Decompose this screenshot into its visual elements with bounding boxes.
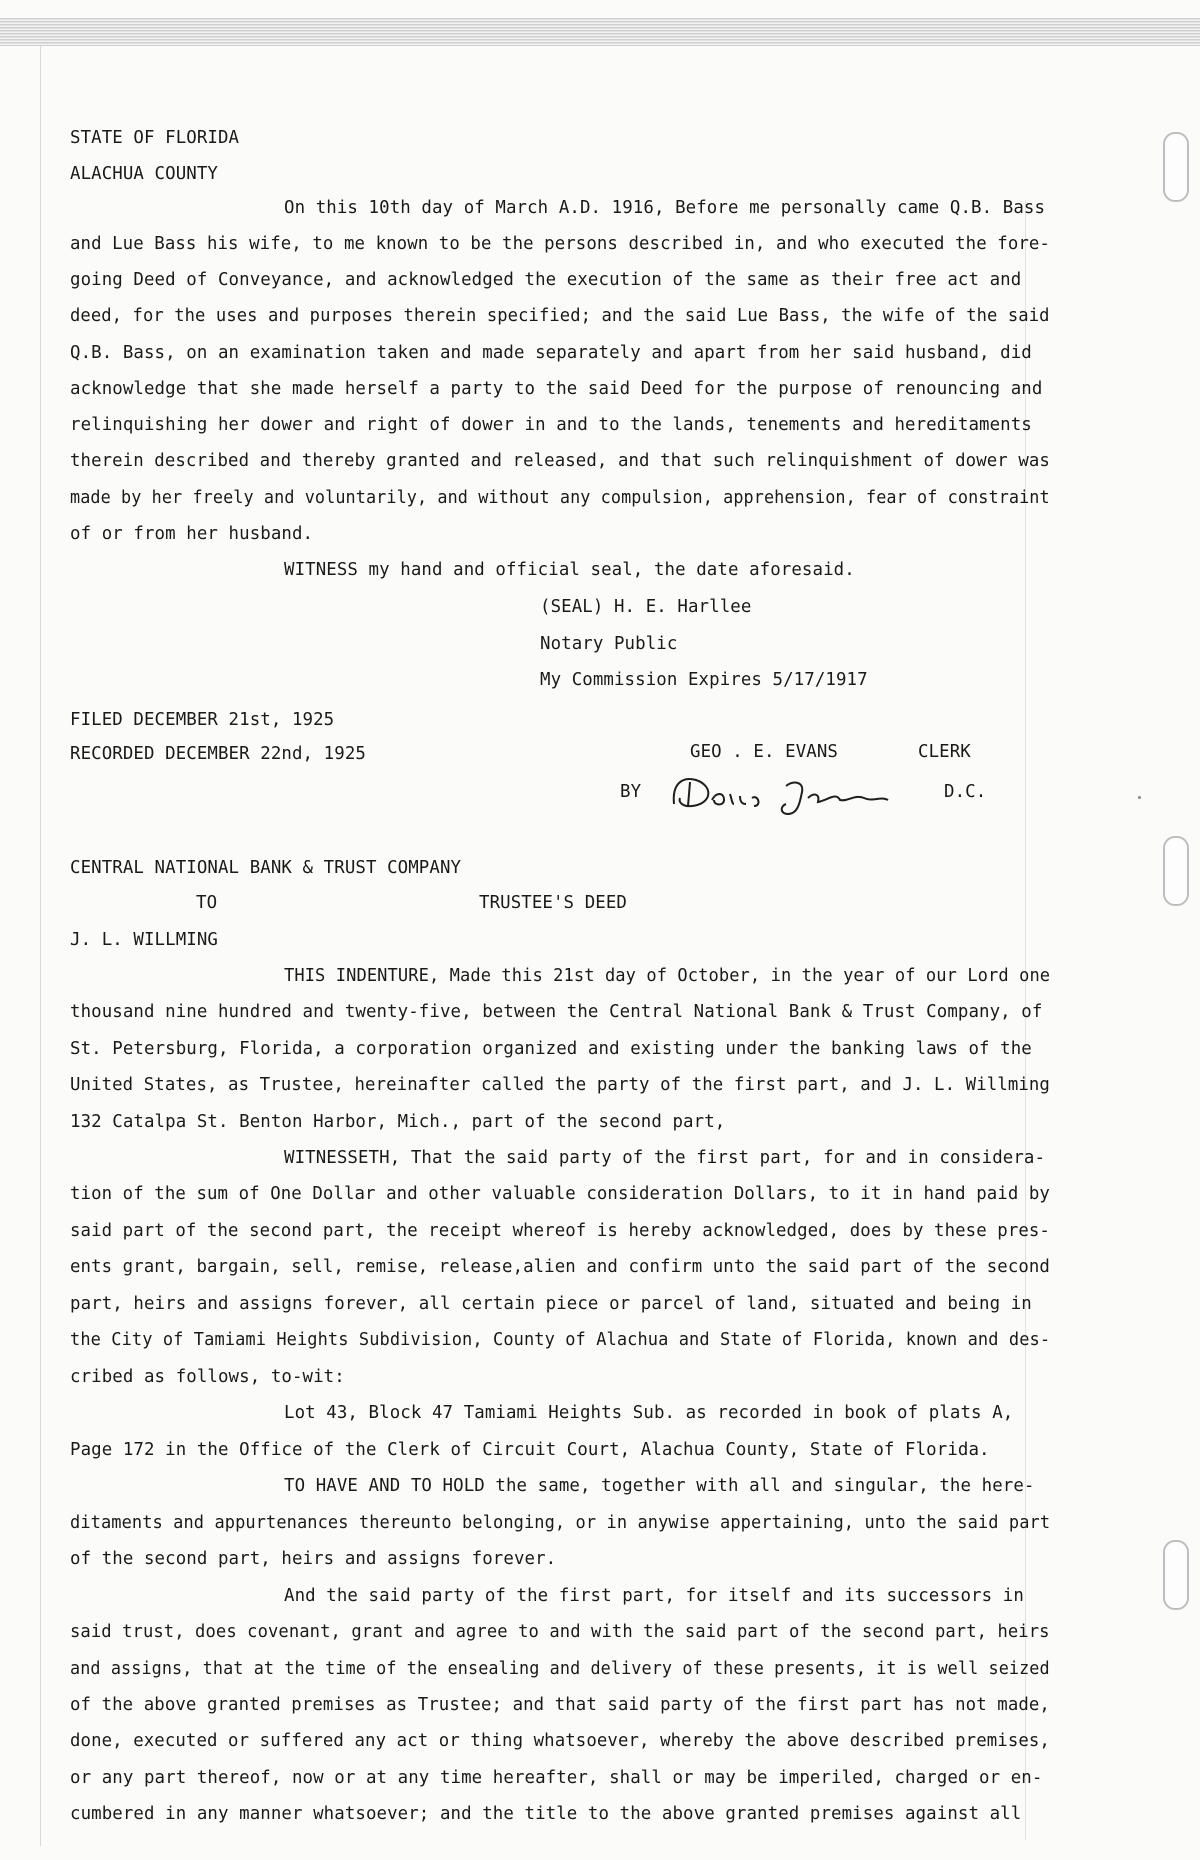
deed-line-15: TO HAVE AND TO HOLD the same, together with all and singular, the here- [284, 1476, 1035, 1496]
notary-line: Notary Public [540, 634, 678, 654]
ack-line-8: therein described and thereby granted and released, and that such relinquishment of dower was [70, 451, 1050, 471]
deed-line-17: of the second part, heirs and assigns forever. [70, 1549, 557, 1569]
deed-line-8: said part of the second part, the receipt whereof is hereby acknowledged, does by these pres- [70, 1221, 1050, 1241]
ack-line-7: relinquishing her dower and right of dower in and to the lands, tenements and hereditaments [70, 415, 1032, 435]
deed-line-18: And the said party of the first part, for itself and its successors in [284, 1586, 1024, 1606]
ack-line-1: On this 10th day of March A.D. 1916, Before me personally came Q.B. Bass [284, 198, 1046, 218]
deed-line-16: ditaments and appurtenances thereunto belonging, or in anywise appertaining, unto the said part [70, 1513, 1051, 1533]
deed-line-22: done, executed or suffered any act or thing whatsoever, whereby the above described premises, [70, 1731, 1050, 1751]
ack-line-10: of or from her husband. [70, 524, 314, 544]
deed-line-21: of the above granted premises as Trustee; and that said party of the first part has not made, [70, 1695, 1050, 1715]
state-heading: STATE OF FLORIDA [70, 128, 240, 148]
deed-line-9: ents grant, bargain, sell, remise, release,alien and confirm unto the said part of the second [70, 1257, 1050, 1277]
by-label: BY [620, 782, 642, 802]
grantee-name: J. L. WILLMING [70, 930, 218, 950]
deed-line-1: THIS INDENTURE, Made this 21st day of October, in the year of our Lord one [284, 966, 1051, 986]
deed-line-3: St. Petersburg, Florida, a corporation organized and existing under the banking laws of the [70, 1039, 1032, 1059]
deed-line-23: or any part thereof, now or at any time hereafter, shall or may be imperiled, charged or en- [70, 1768, 1043, 1788]
deed-line-13: Lot 43, Block 47 Tamiami Heights Sub. as recorded in book of plats A, [284, 1403, 1014, 1423]
binder-hole-middle [1163, 836, 1189, 906]
clerk-name: GEO . E. EVANS [690, 742, 838, 762]
grantor-name: CENTRAL NATIONAL BANK & TRUST COMPANY [70, 858, 462, 878]
to-label: TO [196, 893, 218, 913]
witness-line: WITNESS my hand and official seal, the date aforesaid. [284, 560, 855, 580]
commission-line: My Commission Expires 5/17/1917 [540, 670, 868, 690]
ack-line-6: acknowledge that she made herself a party to the said Deed for the purpose of renouncing and [70, 379, 1043, 399]
county-heading: ALACHUA COUNTY [70, 164, 218, 184]
deed-line-19: said trust, does covenant, grant and agree to and with the said part of the second part, heirs [70, 1622, 1050, 1642]
deed-line-5: 132 Catalpa St. Benton Harbor, Mich., part of the second part, [70, 1112, 726, 1132]
deed-line-2: thousand nine hundred and twenty-five, between the Central National Bank & Trust Company, of [70, 1002, 1043, 1022]
deed-line-11: the City of Tamiami Heights Subdivision, County of Alachua and State of Florida, known and des- [70, 1330, 1051, 1350]
deed-line-4: United States, as Trustee, hereinafter called the party of the first part, and J. L. Willming [70, 1075, 1050, 1095]
deed-line-6: WITNESSETH, That the said party of the first part, for and in considera- [284, 1148, 1046, 1168]
clerk-signature [668, 770, 918, 816]
scan-speck [1138, 796, 1141, 799]
deed-line-14: Page 172 in the Office of the Clerk of Circuit Court, Alachua County, State of Florida. [70, 1440, 990, 1460]
deed-line-24: cumbered in any manner whatsoever; and the title to the above granted premises against all [70, 1804, 1022, 1824]
deed-line-12: cribed as follows, to-wit: [70, 1367, 345, 1387]
ack-line-5: Q.B. Bass, on an examination taken and made separately and apart from her said husband, did [70, 343, 1032, 363]
deed-line-7: tion of the sum of One Dollar and other valuable consideration Dollars, to it in hand paid by [70, 1184, 1050, 1204]
ack-line-2: and Lue Bass his wife, to me known to be the persons described in, and who executed the fore- [70, 234, 1050, 254]
binder-hole-bottom [1163, 1540, 1189, 1610]
deed-title: TRUSTEE'S DEED [479, 893, 627, 913]
recorded-date: RECORDED DECEMBER 22nd, 1925 [70, 744, 366, 764]
ack-line-4: deed, for the uses and purposes therein specified; and the said Lue Bass, the wife of the said [70, 306, 1050, 326]
deed-line-20: and assigns, that at the time of the ensealing and delivery of these presents, it is well seized [70, 1659, 1050, 1679]
ack-line-9: made by her freely and voluntarily, and without any compulsion, apprehension, fear of constraint [70, 488, 1050, 508]
deputy-clerk-label: D.C. [944, 782, 987, 802]
ack-line-3: going Deed of Conveyance, and acknowledged the execution of the same as their free act and [70, 270, 1022, 290]
seal-line: (SEAL) H. E. Harllee [540, 597, 752, 617]
binder-hole-top [1163, 132, 1189, 202]
scan-top-band [0, 18, 1200, 46]
deed-line-10: part, heirs and assigns forever, all certain piece or parcel of land, situated and being in [70, 1294, 1032, 1314]
left-margin-rule [40, 46, 41, 1846]
filed-date: FILED DECEMBER 21st, 1925 [70, 710, 335, 730]
clerk-title: CLERK [918, 742, 971, 762]
